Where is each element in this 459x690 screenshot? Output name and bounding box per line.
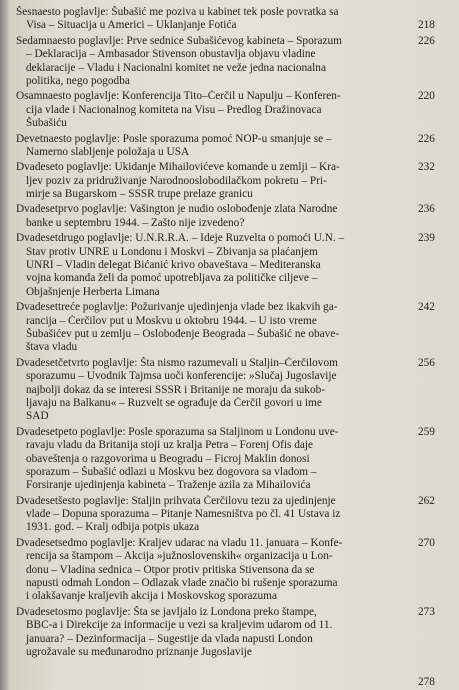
toc-entry-line: i olakšavanje kraljevih akcija i Moskovskog sporazuma [26,590,277,603]
toc-page-number: 226 [418,132,435,145]
toc-entry-line: sporazumu – Uvodnik Tajmsa uoči konferencije: »Slučaj Jugoslavije [26,370,337,383]
toc-entry [16,6,435,33]
toc-entry-line: Devetnaesto poglavlje: Posle sporazuma pomoć NOP-u smanjuje se – [16,132,332,145]
toc-entry-line: Dvadesetpeto poglavlje: Posle sporazuma sa Staljinom u Londonu uve- [16,425,339,438]
toc-entry [16,232,435,299]
toc-entry-line: Dvadesetčetvrto poglavlje: Šta nismo razumevali u Staljin–Čerčilovom [16,356,338,369]
toc-entry-line: Dvadesettreće poglavlje: Požurivanje ujedinjenja vlade bez ikakvih ga- [16,301,338,314]
toc-entry-line: sporazum – Šubašić odlazi u Moskvu bez dogovora sa vladom – [26,465,317,478]
toc-entry-line: obaveštenja o razgovorima u Beogradu – Ficroj Maklin donosi [26,452,310,465]
toc-entry-line: UNRI – Vladin delegat Bićanić krivo obaveštava – Mediteranska [26,259,321,272]
toc-entry [16,90,435,130]
toc-page-number: 218 [418,19,435,32]
toc-entry-line: Šubašiću [26,117,67,130]
toc-page-number: 273 [418,605,435,618]
toc-entry-line: rencija sa štampom – Akcija »južnoslovenskih« organizacija u Lon- [26,550,333,563]
toc-entry-line: Dvadesetšesto poglavlje: Staljin prihvata Čerčilovu tezu za ujedinjenje [16,494,336,507]
toc-page-number: 239 [418,232,435,245]
toc-entry-line: mirje sa Bugarskom – SSSR trupe prelaze granicu [26,188,253,201]
toc-entry-line: januara? – Dezinformacija – Sugestije da vlada napusti London [26,632,313,645]
toc-entry-line: Osamnaesto poglavlje: Konferencija Tito–Čerčil u Napulju – Konferen- [16,90,341,103]
toc-entry [16,132,435,160]
toc-entry-line: Objašnjenje Herberta Limana [26,285,160,298]
toc-entry-line: štava vladu [26,341,78,354]
table-of-contents [16,6,435,661]
toc-entry-line: vojna komanda želi da pomoć upotrebljava za političke ciljeve – [26,272,318,285]
page-gutter-shadow [0,0,10,690]
toc-entry-line: Forsiranje ujedinjenja kabineta – Traženje azila za Mihailovića [26,479,311,492]
toc-page-number: 242 [418,301,435,314]
toc-entry-line: Dvadesetdrugo poglavlje: U.N.R.R.A. – Ideje Ruzvelta o pomoći U.N. – [16,232,345,245]
toc-entry-line: deklaracije – Vladu i Nacionalni komitet ne veže jedna nacionalna [26,61,326,74]
toc-entry [16,34,435,89]
toc-entry [16,605,435,660]
toc-page-number: 262 [418,494,435,507]
toc-page-number: 270 [418,536,435,549]
toc-entry-line: Dvadesetprvo poglavlje: Vašington je nudio oslobođenje zlata Narodne [16,203,338,216]
toc-entry-line: Dvadesetsedmo poglavlje: Kraljev udarac na vladu 11. januara – Konfe- [16,536,343,549]
toc-page-number: 236 [418,203,435,216]
trailing-page-number: 278 [418,676,435,688]
toc-entry [16,536,435,604]
toc-entry [16,356,435,424]
toc-entry-line: banke u septembru 1944. – Zašto nije izvedeno? [26,216,245,229]
toc-page-number: 226 [418,34,435,47]
toc-entry-line: napusti odmah London – Odlazak vlade značio bi rušenje sporazuma [26,577,338,590]
toc-entry-line: cija vlade i Nacionalnog komiteta na Visu – Predlog Dražinovaca [26,103,322,116]
toc-entry [16,161,435,201]
toc-entry-line: Sedamnaesto poglavlje: Prve sednice Subašićevog kabineta – Sporazum [16,34,342,47]
toc-entry-line: politika, nego pogodba [26,74,130,87]
toc-entry [16,203,435,230]
toc-entry-line: Šesnaesto poglavlje: Šubašić me poziva u kabinet tek posle povratka sa [16,6,339,18]
toc-entry-line: 1931. god. – Kralj odbija potpis ukaza [26,521,200,534]
toc-page-number: 220 [418,90,435,103]
toc-page-number: 256 [418,356,435,369]
toc-entry-line: SAD [26,410,49,423]
toc-entry [16,301,435,355]
toc-entry-line: najbolji dokaz da se interesi SSSR i Britanije ne moraju da sukob- [26,383,326,396]
toc-entry-line: Dvadeseto poglavlje: Ukidanje Mihailovićeve komande u zemlji – Kra- [16,161,340,174]
toc-entry-line: – Deklaracija – Ambasador Stivenson obustavlja objavu vladine [26,48,316,61]
toc-entry-line: vlade – Dopuna sporazuma – Pitanje Namesništva po čl. 41 Ustava iz [26,508,341,521]
toc-page-number: 259 [418,425,435,438]
toc-entry-line: ljavaju na Balkanu« – Ruzvelt se ograđuje da Čerčil govori u ime [26,396,322,409]
toc-page-number: 232 [418,161,435,174]
toc-entry-line: Stav protiv UNRE u Londonu i Moskvi – Zbivanja sa plaćanjem [26,245,318,258]
toc-entry-line: Namerno slabljenje položaja u USA [26,145,190,158]
toc-entry-line: Dvadesetosmo poglavlje: Šta se javljalo iz Londona preko štampe, [16,605,317,618]
toc-entry-line: Šubašićev put u zemlju – Oslobođenje Beograda – Šubašić ne obave- [26,327,340,340]
toc-entry-line: ravaju vladu da Britanija stoji uz kralja Petra – Forenj Ofis daje [26,439,314,452]
toc-entry-line: Visa – Situacija u Americi – Uklanjanje Fotića [26,19,237,32]
toc-entry-line: ugrožavale su međunarodno priznanje Jugoslavije [26,645,252,658]
toc-entry-line: BBC-a i Direkcije za informacije u vezi sa kraljevim udarom od 11. [26,619,333,632]
toc-entry [16,494,435,535]
toc-entry-line: donu – Vladina sednica – Otpor protiv pritiska Stivensona da se [26,563,315,576]
toc-entry [16,425,435,493]
toc-entry-line: rancija – Čerčilov put u Moskvu u oktobru 1944. – U isto vreme [26,314,317,327]
toc-entry-line: ljev poziv za pridruživanje Narodnooslobodilačkom pokretu – Pri- [26,174,327,187]
